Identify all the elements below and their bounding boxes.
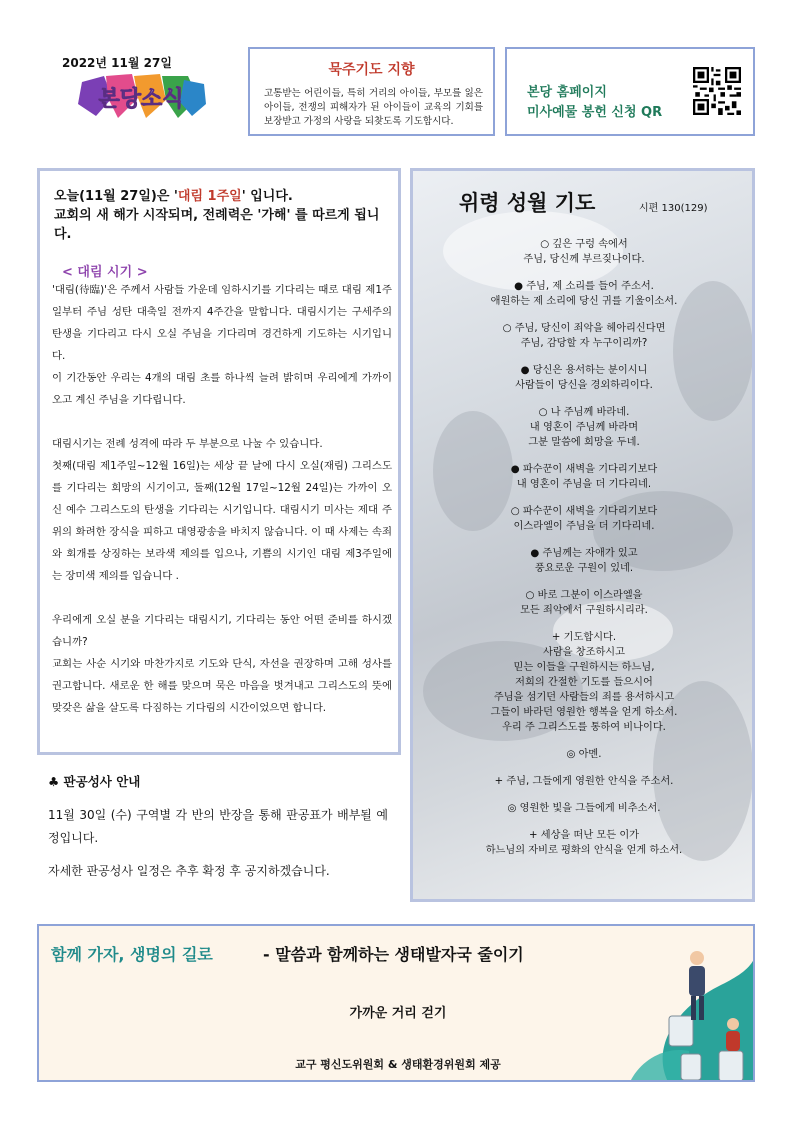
psalm-line: 이스라엘이 주님을 더 기다리네. [513,521,655,532]
psalm-line: + 주님, 그들에게 영원한 안식을 주소서. [494,776,674,787]
psalm-line: ● 파수꾼이 새벽을 기다리기보다 [510,464,658,475]
advent-paragraph: 우리에게 오실 분을 기다리는 대림시기, 기다리는 동안 어떤 준비를 하시겠습니까? [52,614,392,648]
psalm-line: ◎ 아멘. [566,749,602,760]
advent-headline: 오늘(11월 27일)은 '대림 1주일' 입니다. 교회의 새 해가 시작되며, 전례력은 '가해' 를 따르게 됩니다. [54,189,380,242]
psalm-prayer-box [410,168,755,902]
psalm-reference: 시편 130(129) [639,203,708,214]
psalm-stanza [423,801,745,816]
psalm-line: ○ 바로 그분이 이스라엘을 [525,590,643,601]
psalm-line: 주님, 감당할 자 누구이리까? [520,338,648,349]
psalm-line: ○ 나 주님께 바라네. [538,407,630,418]
confession-notice-title: ♣ 판공성사 안내 [48,774,141,789]
rosary-intention-title: 묵주기도 지향 [328,62,415,78]
psalm-line: 애원하는 제 소리에 당신 귀를 기울이소서. [490,296,678,307]
psalm-line: 그분 말씀에 희망을 두네. [528,437,640,448]
issue-date: 2022년 11월 27일 [62,56,172,70]
qr-code-icon[interactable] [693,67,741,115]
psalm-line: ○ 파수꾼이 새벽을 기다리기보다 [510,506,658,517]
rosary-intention-body: 고통받는 어린이들, 특히 거리의 아이들, 부모를 잃은 아이들, 전쟁의 피해자가 된 아이들이 교육의 기회를 보장받고 가정의 사랑을 되찾도록 기도합시다. [264,88,483,127]
psalm-stanza [423,630,745,735]
psalm-line: ● 주님께는 자애가 있고 [530,548,638,559]
psalm-line: 우리 주 그리스도를 통하여 비나이다. [502,722,666,733]
notice-paragraph: 11월 30일 (수) 구역별 각 반의 반장을 통해 판공표가 배부될 예정입니다. [48,808,388,845]
advent-paragraph: 이 기간동안 우리는 4개의 대림 초를 하나씩 늘려 밝히며 우리에게 가까이 오고 계신 주님을 기다립니다. [52,372,392,406]
psalm-line: 내 영혼이 주님께 바라며 [529,422,639,433]
confession-notice-body [48,804,388,893]
psalm-line: 그들이 바라던 영원한 행복을 얻게 하소서. [490,707,678,718]
psalm-line: 믿는 이들을 구원하시는 하느님, [513,662,655,673]
advent-paragraph: 대림시기는 전례 성격에 따라 두 부분으로 나눌 수 있습니다. [52,438,323,450]
psalm-line: 내 영혼이 주님을 더 기다리네. [516,479,652,490]
parish-news-logo [74,72,208,122]
psalm-stanza [423,546,745,576]
psalm-stanza [423,321,745,351]
psalm-stanza [423,279,745,309]
advent-paragraph: 교회는 사순 시기와 마찬가지로 기도와 단식, 자선을 권장하며 고해 성사를 권고합니다. 새로운 한 해를 맞으며 묵은 마음을 벗겨내고 그리스도의 뜻에 맞갖은 삶을 살도록 다짐하는 기다림의 시간이었으면 합니다. [52,658,392,714]
psalm-stanza [423,774,745,789]
psalm-line: + 기도합시다. [551,632,617,643]
qr-label-mass-offering: 미사예물 봉헌 신청 QR [527,105,663,120]
psalm-stanza [423,237,745,267]
psalm-stanza [423,462,745,492]
psalm-title: 위령 성월 기도 [459,191,596,215]
psalm-line: ◎ 영원한 빛을 그들에게 비추소서. [507,803,661,814]
psalm-line: ● 주님, 제 소리를 들어 주소서. [514,281,654,292]
psalm-stanza [423,828,745,858]
psalm-stanza [423,588,745,618]
campaign-credit: 교구 평신도위원회 & 생태환경위원회 제공 [295,1058,501,1071]
eco-campaign-banner [37,924,755,1082]
advent-article [37,168,401,755]
campaign-subtitle: 가까운 거리 걷기 [349,1006,447,1021]
psalm-stanza [423,405,745,450]
campaign-lead: 함께 가자, 생명의 길로 [51,945,213,964]
advent-subtitle: < 대림 시기 > [62,265,148,280]
psalm-stanza [423,747,745,762]
psalm-line: 하느님의 자비로 평화의 안식을 얻게 하소서. [485,845,683,856]
psalm-line: 모든 죄악에서 구원하시리라. [520,605,648,616]
psalm-line: 사람을 창조하시고 [543,647,625,658]
psalm-line: ○ 주님, 당신이 죄악을 헤아리신다면 [502,323,666,334]
qr-box [505,47,755,136]
psalm-line: ● 당신은 용서하는 분이시니 [520,365,648,376]
rosary-intention-box [248,47,495,136]
campaign-headline: - 말씀과 함께하는 생태발자국 줄이기 [263,945,524,964]
qr-label-homepage: 본당 홈페이지 [527,85,607,100]
psalm-text [423,237,745,870]
svg-text:본당소식: 본당소식 [98,87,184,112]
psalm-line: + 세상을 떠난 모든 이가 [528,830,640,841]
psalm-line: 주님을 섬기던 사람들의 죄를 용서하시고 [493,692,675,703]
psalm-stanza [423,363,745,393]
psalm-stanza [423,504,745,534]
recycling-people-illustration [609,926,755,1082]
advent-paragraph: '대림(待臨)'은 주께서 사람들 가운데 임하시기를 기다리는 때로 대림 제1주일부터 주님 성탄 대축일 전까지 4주간을 말합니다. 대림시기는 구세주의 탄생을 기다리고 다시 오실 주님을 기다리며 경건하게 기도하는 시기입니다. [52,284,392,362]
psalm-line: ○ 깊은 구렁 속에서 [540,239,628,250]
psalm-line: 저희의 간절한 기도를 들으시어 [515,677,653,688]
notice-paragraph: 자세한 판공성사 일정은 추후 확정 후 공지하겠습니다. [48,864,330,878]
psalm-line: 주님, 당신께 부르짖나이다. [523,254,645,265]
psalm-line: 사람들이 당신을 경외하리이다. [515,380,653,391]
advent-body [52,279,392,719]
psalm-line: 풍요로운 구원이 있네. [534,563,634,574]
advent-paragraph: 첫째(대림 제1주일~12월 16일)는 세상 끝 날에 다시 오실(재림) 그리스도를 기다리는 희망의 시기이고, 둘째(12월 17일~12월 24일)는 가까이 오신 예수 그리스도의 탄생을 기다리는 시기입니다. 대림시기 미사는 제대 주위의 화려한 장식을 피하고 대영광송을 바치지 않습니다. 이 때 사제는 속죄와 회개를 상징하는 보라색 제의를 입으나, 기쁨의 시기인 대림 제3주일에는 장미색 제의를 입습니다 . [52,460,392,582]
